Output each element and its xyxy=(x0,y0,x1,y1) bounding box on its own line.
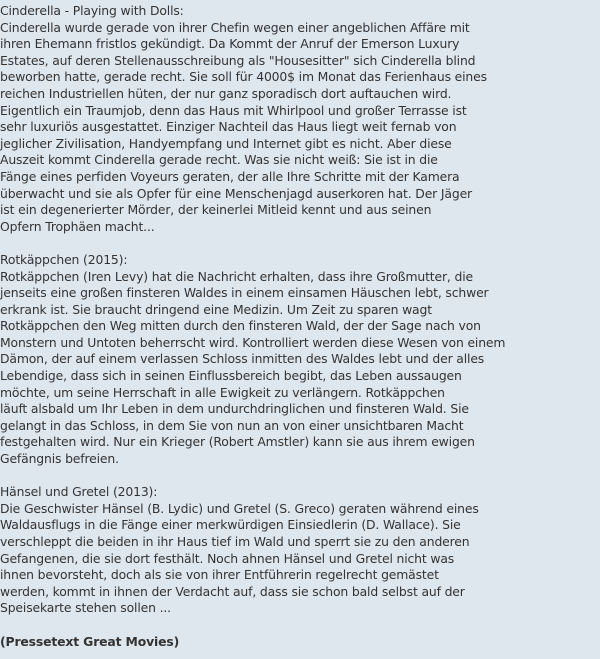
paragraph-line: ihnen bevorsteht, doch als sie von ihrer Entführerin regelrecht gemästet xyxy=(0,567,439,583)
paragraph-line: werden, kommt in ihnen der Verdacht auf, dass sie schon bald selbst auf der xyxy=(0,583,465,599)
paragraph-line: sehr luxuriös ausgestattet. Einziger Nachteil das Haus liegt weit fernab von xyxy=(0,119,457,135)
section-heading: Hänsel und Gretel (2013): xyxy=(0,484,158,500)
section-rotkaeppchen xyxy=(0,252,592,468)
paragraph-line: Cinderella wurde gerade von ihrer Chefin wegen einer angeblichen Affäre mit xyxy=(0,19,470,35)
paragraph-line: Auszeit kommt Cinderella gerade recht. Was sie nicht weiß: Sie ist in die xyxy=(0,152,438,168)
paragraph-line: beworben hatte, gerade recht. Sie soll für 4000$ im Monat das Ferienhaus eines xyxy=(0,69,487,85)
paragraph-line: Opfern Trophäen macht... xyxy=(0,218,155,234)
paragraph-line: Gefangenen, die sie dort festhält. Noch ahnen Hänsel und Gretel nicht was xyxy=(0,550,455,566)
paragraph-line: Fänge eines perfiden Voyeurs geraten, der alle Ihre Schritte mit der Kamera xyxy=(0,168,460,184)
paragraph-line: jeglicher Zivilisation, Handyempfang und Internet gibt es nicht. Aber diese xyxy=(0,135,452,151)
press-source-credit: (Pressetext Great Movies) xyxy=(0,633,180,649)
paragraph-line: festgehalten wird. Nur ein Krieger (Robert Amstler) kann sie aus ihrem ewigen xyxy=(0,434,475,450)
article-body xyxy=(0,3,592,650)
paragraph-line: Speisekarte stehen sollen ... xyxy=(0,600,171,616)
paragraph-line: Estates, auf deren Stellenausschreibung als "Housesitter" sich Cinderella blind xyxy=(0,52,476,68)
paragraph-line: Eigentlich ein Traumjob, denn das Haus mit Whirlpool und großer Terrasse ist xyxy=(0,102,467,118)
paragraph-line: überwacht und sie als Opfer für eine Menschenjagd auserkoren hat. Der Jäger xyxy=(0,185,472,201)
paragraph-line: Gefängnis befreien. xyxy=(0,451,119,467)
paragraph-line: Lebendige, dass sich in seinen Einflussbereich begibt, das Leben aussaugen xyxy=(0,368,462,384)
paragraph-line: Waldausflugs in die Fänge einer merkwürdigen Einsiedlerin (D. Wallace). Sie xyxy=(0,517,461,533)
paragraph-line: reichen Industriellen hüten, der nur ganz sporadisch dort auftauchen wird. xyxy=(0,85,452,101)
section-heading: Cinderella - Playing with Dolls: xyxy=(0,3,184,18)
paragraph-line: Die Geschwister Hänsel (B. Lydic) und Gretel (S. Greco) geraten während eines xyxy=(0,500,479,516)
paragraph-line: Rotkäppchen den Weg mitten durch den finsteren Wald, der der Sage nach von xyxy=(0,318,481,334)
section-cinderella xyxy=(0,3,592,235)
paragraph-line: ist ein degenerierter Mörder, der keinerlei Mitleid kennt und aus seinen xyxy=(0,202,432,218)
paragraph-line: Dämon, der auf einem verlassen Schloss inmitten des Waldes lebt und der alles xyxy=(0,351,485,367)
paragraph-line: läuft alsbald um Ihr Leben in dem undurchdringlichen und finsteren Wald. Sie xyxy=(0,401,469,417)
paragraph-line: erkrank ist. Sie braucht dringend eine Medizin. Um Zeit zu sparen wagt xyxy=(0,301,432,317)
paragraph-line: ihren Ehemann fristlos gekündigt. Da Kommt der Anruf der Emerson Luxury xyxy=(0,36,460,52)
paragraph-line: Monstern und Untoten beherrscht wird. Kontrolliert werden diese Wesen von einem xyxy=(0,334,506,350)
paragraph-line: gelangt in das Schloss, in dem Sie von nun an von einer unsichtbaren Macht xyxy=(0,417,464,433)
paragraph-line: jenseits eine großen finsteren Waldes in einem einsamen Häuschen lebt, schwer xyxy=(0,285,489,301)
section-haensel-und-gretel xyxy=(0,484,592,617)
paragraph-line: verschleppt die beiden in ihr Haus tief im Wald und sperrt sie zu den anderen xyxy=(0,534,470,549)
paragraph-line: Rotkäppchen (Iren Levy) hat die Nachricht erhalten, dass ihre Großmutter, die xyxy=(0,268,473,284)
paragraph-line: möchte, um seine Herrschaft in alle Ewigkeit zu verlängern. Rotkäppchen xyxy=(0,384,445,400)
section-heading: Rotkäppchen (2015): xyxy=(0,251,128,267)
